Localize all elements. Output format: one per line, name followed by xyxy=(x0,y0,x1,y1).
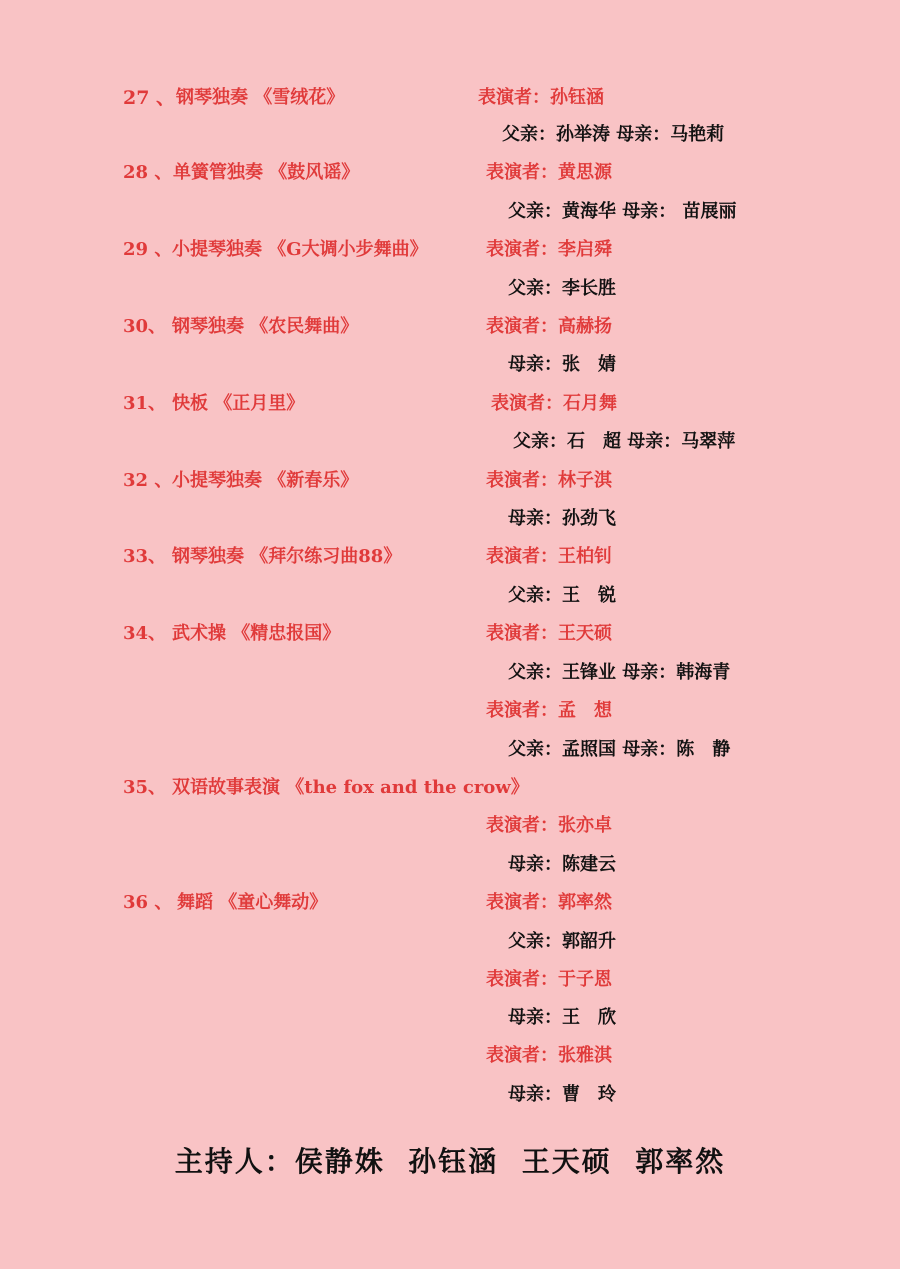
program-title: 舞蹈 《童心舞动》 xyxy=(177,892,328,913)
program-number: 36 、 xyxy=(123,892,173,913)
program-number: 35、 xyxy=(123,777,167,798)
performer: 表演者：于子恩 xyxy=(486,969,612,990)
program-title: 钢琴独奏 《拜尔练习曲88》 xyxy=(172,546,402,567)
parents: 父亲：孙举涛 母亲：马艳莉 xyxy=(502,124,725,145)
program-number: 27 、 xyxy=(123,87,176,109)
performer: 表演者：张雅淇 xyxy=(486,1045,612,1066)
program-title: 单簧管独奏 《鼓风谣》 xyxy=(173,162,360,183)
performer: 表演者：郭率然 xyxy=(486,892,612,913)
performer: 表演者：孟 想 xyxy=(486,700,612,721)
program-number: 28 、 xyxy=(123,162,173,183)
program-title: 武术操 《精忠报国》 xyxy=(172,623,341,644)
performer: 表演者：王天硕 xyxy=(486,623,612,644)
performer: 表演者：林子淇 xyxy=(486,470,612,491)
parents: 父亲：王 锐 xyxy=(508,585,616,606)
program-number: 32 、 xyxy=(123,470,173,491)
program-title: 钢琴独奏 《雪绒花》 xyxy=(176,87,345,108)
program-number: 34、 xyxy=(123,623,167,644)
performer: 表演者：张亦卓 xyxy=(486,815,612,836)
parents: 父亲：郭韶升 xyxy=(508,931,616,952)
parents: 母亲：曹 玲 xyxy=(508,1084,616,1105)
parents: 父亲：孟照国 母亲：陈 静 xyxy=(508,739,731,760)
parents: 父亲：王锋业 母亲：韩海青 xyxy=(508,662,731,683)
parents: 母亲：陈建云 xyxy=(508,854,616,875)
performer: 表演者：石月舞 xyxy=(491,393,617,414)
performer: 表演者：王柏钊 xyxy=(486,546,612,567)
program-title: 小提琴独奏 《新春乐》 xyxy=(172,470,359,491)
program-title: 双语故事表演 《the fox and the crow》 xyxy=(172,777,529,798)
performer: 表演者：孙钰涵 xyxy=(478,87,604,108)
parents: 父亲：石 超 母亲：马翠萍 xyxy=(513,431,736,452)
performer: 表演者：高赫扬 xyxy=(486,316,612,337)
program-title: 小提琴独奏 《G大调小步舞曲》 xyxy=(172,239,428,260)
host-list: 主持人：侯静姝 孙钰涵 王天硕 郭率然 xyxy=(174,1145,726,1178)
parents: 父亲：李长胜 xyxy=(508,278,616,299)
program-number: 29 、 xyxy=(123,239,173,260)
program-number: 33、 xyxy=(123,546,167,567)
program-title: 快板 《正月里》 xyxy=(172,393,305,414)
parents: 母亲：王 欣 xyxy=(508,1007,616,1028)
program-number: 30、 xyxy=(123,316,167,337)
parents: 母亲：孙劲飞 xyxy=(508,508,616,529)
performer: 表演者：黄思源 xyxy=(486,162,612,183)
program-title: 钢琴独奏 《农民舞曲》 xyxy=(172,316,359,337)
parents: 父亲：黄海华 母亲： 苗展丽 xyxy=(508,201,737,222)
parents: 母亲：张 婧 xyxy=(508,354,616,375)
program-number: 31、 xyxy=(123,393,167,414)
performer: 表演者：李启舜 xyxy=(486,239,612,260)
